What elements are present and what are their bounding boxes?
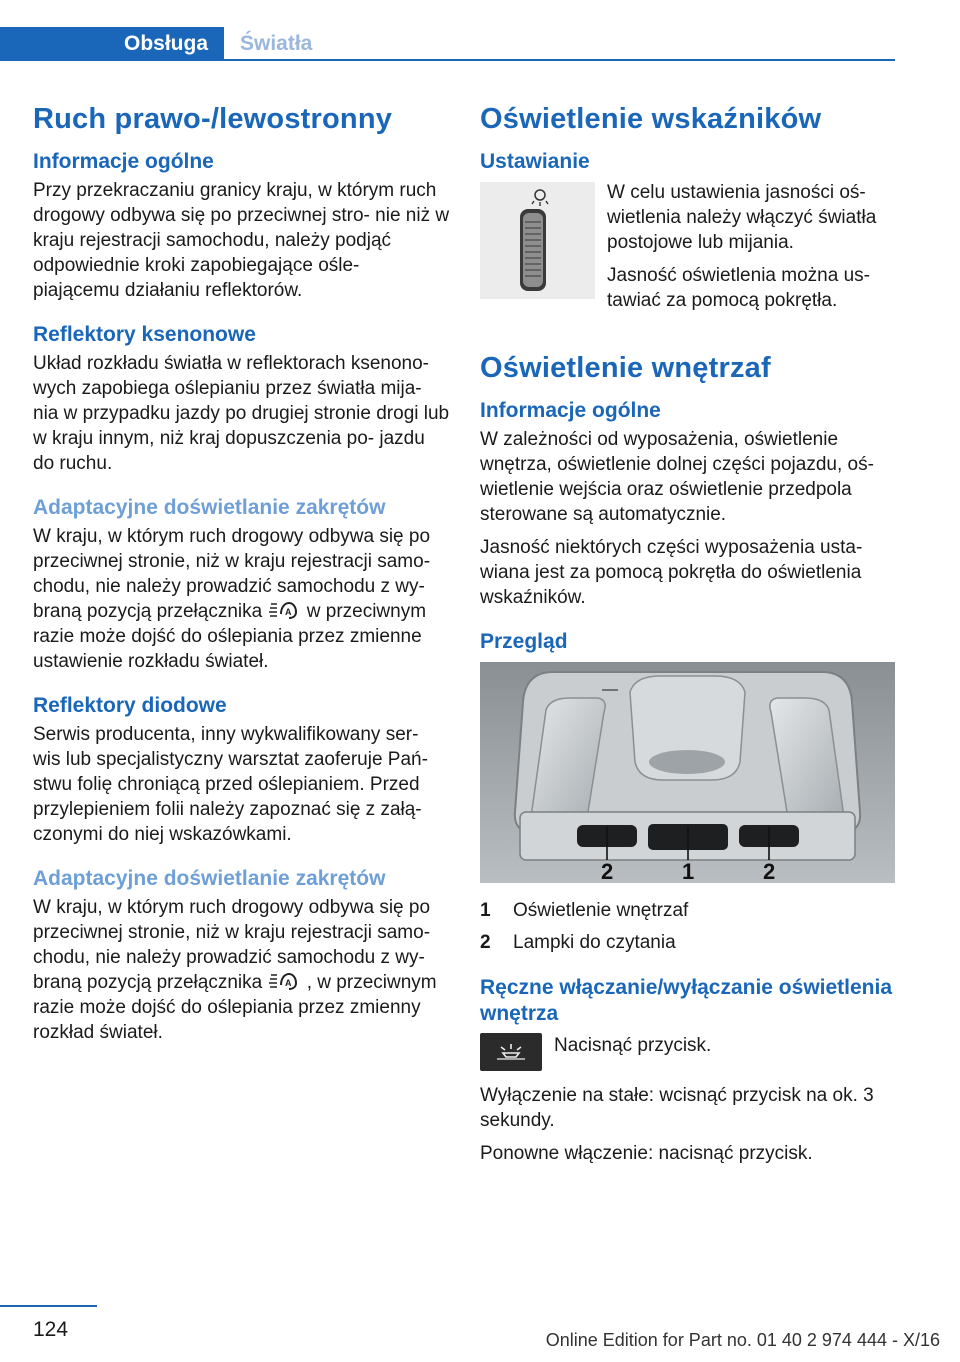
section-text — [33, 524, 451, 674]
callout-center: 1 — [682, 859, 695, 883]
section-text: Serwis producenta, inny wykwalifikowany ser‐ wis lub specjalistyczny warsztat zaoferuje Pań‐ stwu folię chroniącą przed oślepianiem. Przed przylepieniem folii należy zapoznać się z załą‐ czonymi do niej wskazówkami. — [33, 724, 428, 845]
section-text — [33, 895, 451, 1045]
manual-p2: Ponowne włączenie: nacisnąć przycisk. — [480, 1143, 813, 1164]
section-adaptive-1 — [33, 494, 451, 674]
section-overview — [480, 628, 895, 959]
section-interior-general — [480, 397, 895, 610]
footer-divider — [0, 1305, 97, 1307]
section-heading: Adaptacyjne doświetlanie zakrętów — [33, 496, 386, 519]
section-heading: Ustawianie — [480, 150, 590, 173]
page-header — [0, 27, 895, 61]
adjust-p2: Jasność oświetlenia można us‐ tawiać za pomocą pokrętła. — [607, 265, 870, 311]
general-p1: W zależności od wyposażenia, oświetlenie wnętrza, oświetlenie dolnej części pojazdu, oś‐ wietlenie wejścia oraz oświetlenie przedpola sterowane są automatycznie. — [480, 429, 874, 525]
legend-label: Oświetlenie wnętrzaf — [513, 900, 689, 921]
section-heading: Reflektory ksenonowe — [33, 323, 256, 346]
section-manual — [480, 975, 895, 1166]
overview-legend — [480, 895, 895, 959]
section-heading: Adaptacyjne doświetlanie zakrętów — [33, 867, 386, 890]
section-heading: Ręczne włączanie/wyłączanie oświetlenia wnętrza — [480, 976, 893, 1025]
legend-number: 2 — [480, 932, 491, 953]
page-number: 124 — [33, 1318, 69, 1341]
left-title: Ruch prawo-/lewostronny — [33, 103, 393, 135]
text-part-b: , w przeciwnym razie może dojść do oślepiania przez zmienny rozkład świateł. — [33, 972, 437, 1043]
right-column — [480, 100, 895, 1174]
section-text: Układ rozkładu światła w reflektorach ksenono‐ wych zapobiega oślepianiu przez światła mija‐ nia w przypadku jazdy po drugiej stronie drogi lub w kraju innym, niż kraj dopuszczenia po‐ jazdu do ruchu. — [33, 353, 450, 474]
interior-light-button-image — [480, 1033, 542, 1071]
manual-p1: Wyłączenie na stałe: wcisnąć przycisk na ok. 3 sekundy. — [480, 1085, 874, 1131]
tab-obsluga[interactable]: Obsługa — [0, 27, 224, 61]
legend-item — [480, 895, 895, 927]
section-adaptive-2 — [33, 865, 451, 1045]
text-part-a: W kraju, w którym ruch drogowy odbywa się po przeciwnej stronie, niż w kraju rejestracji samo‐ chodu, nie należy prowadzić samochodu z wy‐ braną pozycją przełącznika — [33, 526, 431, 622]
svg-text:A: A — [285, 607, 292, 617]
edition-text: Online Edition for Part no. 01 40 2 974 444 - X/16 — [545, 1330, 940, 1350]
overhead-console-image — [480, 662, 895, 883]
callout-left: 2 — [601, 859, 614, 883]
auto-headlight-icon — [267, 599, 301, 621]
callout-right: 2 — [763, 859, 776, 883]
legend-item — [480, 927, 895, 959]
interior-lighting-title: Oświetlenie wnętrzaf — [480, 352, 771, 384]
adjust-row — [480, 180, 895, 321]
svg-text:A: A — [285, 978, 292, 988]
dimmer-wheel-image — [480, 182, 595, 299]
button-row — [480, 1033, 895, 1071]
section-adjust — [480, 148, 895, 321]
auto-headlight-icon — [267, 970, 301, 992]
adjust-p1: W celu ustawienia jasności oś‐ wietlenia należy włączyć światła postojowe lub mijania. — [607, 182, 877, 253]
instrument-lighting-title: Oświetlenie wskaźników — [480, 103, 822, 135]
dimmer-wheel-icon — [480, 182, 595, 299]
legend-number: 1 — [480, 900, 491, 921]
interior-light-icon — [491, 1039, 531, 1065]
adjust-text — [607, 180, 895, 321]
section-xenon — [33, 321, 451, 476]
section-heading: Informacje ogólne — [33, 150, 214, 173]
tab-swiatla[interactable]: Światła — [240, 32, 313, 55]
section-heading: Informacje ogólne — [480, 399, 661, 422]
general-p2: Jasność niektórych części wyposażenia usta‐ wiana jest za pomocą pokrętła do oświetlenia wskaźników. — [480, 537, 863, 608]
left-column — [33, 100, 451, 1063]
section-general-info — [33, 148, 451, 303]
section-heading: Przegląd — [480, 630, 568, 653]
legend-label: Lampki do czytania — [513, 932, 676, 953]
section-heading: Reflektory diodowe — [33, 694, 227, 717]
section-led — [33, 692, 451, 847]
text-part-b: w przeciwnym razie może dojść do oślepiania przez zmienne ustawienie rozkładu świateł. — [33, 601, 427, 672]
section-text: Przy przekraczaniu granicy kraju, w którym ruch drogowy odbywa się po przeciwnej stro‐ nie niż w kraju rejestracji samochodu, należy podjąć odpowiednie kroki zapobiegające ośle‐ piającemu działaniu reflektorów. — [33, 180, 450, 301]
text-part-a: W kraju, w którym ruch drogowy odbywa się po przeciwnej stronie, niż w kraju rejestracji samo‐ chodu, nie należy prowadzić samochodu z wy‐ braną pozycją przełącznika — [33, 897, 431, 993]
button-text: Nacisnąć przycisk. — [554, 1035, 712, 1056]
